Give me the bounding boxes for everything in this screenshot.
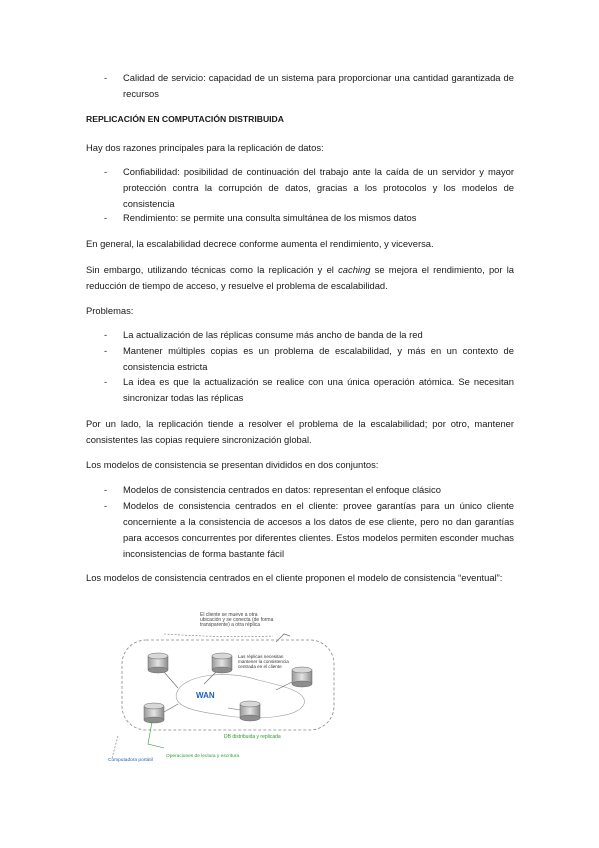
laptop-label: Computadora portátil xyxy=(108,758,153,763)
bullet-dash: - xyxy=(104,484,108,495)
list-item-text: Rendimiento: se permite una consulta simultánea de los mismos datos xyxy=(123,212,417,223)
bullet-dash: - xyxy=(104,212,108,223)
list-item-text: La idea es que la actualización se realice con una única operación atómica. Se necesitan sincronizar todas las réplicas xyxy=(123,376,514,403)
paragraph-intro: Hay dos razones principales para la replicación de datos: xyxy=(86,142,324,153)
replicas-note: Las réplicas necesitan mantener la consistencia centrada en el cliente xyxy=(238,654,289,669)
top-label: El cliente se mueve a otra ubicación y se conecta (de forma transparente) a otra réplica xyxy=(200,612,274,628)
paragraph-caching xyxy=(86,262,514,294)
paragraph-eventual: Los modelos de consistencia centrados en el cliente proponen el modelo de consistencia “eventual”: xyxy=(86,572,503,583)
ops-label: Operaciones de lectura y escritura xyxy=(166,754,240,759)
bullet-dash: - xyxy=(104,166,108,177)
client-move-arrow xyxy=(276,634,290,642)
list-item-text: Mantener múltiples copias es un problema de escalabilidad, y más en un contexto de consistencia estricta xyxy=(123,345,514,372)
laptop-pointer xyxy=(112,736,118,758)
replica-db-2 xyxy=(212,653,232,673)
paragraph-sync: Por un lado, la replicación tiende a resolver el problema de la escalabilidad; por otro, mantener consistentes las copias requiere sincronización global. xyxy=(86,418,514,445)
replica-db-4 xyxy=(144,703,164,723)
ops-pointer xyxy=(148,722,164,748)
db-label: DB distribuida y replicada xyxy=(224,734,281,740)
paragraph-models: Los modelos de consistencia se presentan divididos en dos conjuntos: xyxy=(86,459,379,470)
bullet-dash: - xyxy=(104,376,108,387)
section-heading: REPLICACIÓN EN COMPUTACIÓN DISTRIBUIDA xyxy=(86,114,284,124)
replica-db-5 xyxy=(240,701,260,721)
text-run: Sin embargo, utilizando técnicas como la replicación y el xyxy=(86,264,339,275)
list-item-text: Confiabilidad: posibilidad de continuación del trabajo ante la caída de un servidor y mayor protección contra la corrupción de datos, gracias a los protocolos y los modelos de consistencia xyxy=(123,166,514,209)
text-run-italic: caching xyxy=(338,264,371,275)
bullet-dash: - xyxy=(104,72,108,83)
list-item-text: La actualización de las réplicas consume más ancho de banda de la red xyxy=(123,329,423,340)
replica-db-3 xyxy=(292,667,312,687)
list-item-text: Modelos de consistencia centrados en el cliente: provee garantías para un único cliente concerniente a la consistencia de accesos a los datos de ese cliente, pero no dan garantías para accesos concurrentes por diferentes clientes. Estos modelos permiten esconder muchas inconsistencias de forma bastante fácil xyxy=(123,500,514,559)
client-path-dashed xyxy=(164,634,273,637)
paragraph-scalability: En general, la escalabilidad decrece conforme aumenta el rendimiento, y viceversa. xyxy=(86,238,434,249)
bullet-dash: - xyxy=(104,345,108,356)
list-item-text: Modelos de consistencia centrados en datos: representan el enfoque clásico xyxy=(123,484,441,495)
text-run: se mejora el rendimiento, por la reducción de tiempo de acceso, y resuelve el problema de escalabilidad. xyxy=(86,264,515,291)
bullet-dash: - xyxy=(104,500,108,511)
bullet-dash: - xyxy=(104,329,108,340)
paragraph-problems-title: Problemas: xyxy=(86,305,134,316)
list-item-text: Calidad de servicio: capacidad de un sistema para proporcionar una cantidad garantizada de recursos xyxy=(123,72,514,99)
eventual-consistency-diagram xyxy=(108,608,340,764)
replica-db-1 xyxy=(148,653,168,673)
wan-label: WAN xyxy=(196,691,215,700)
